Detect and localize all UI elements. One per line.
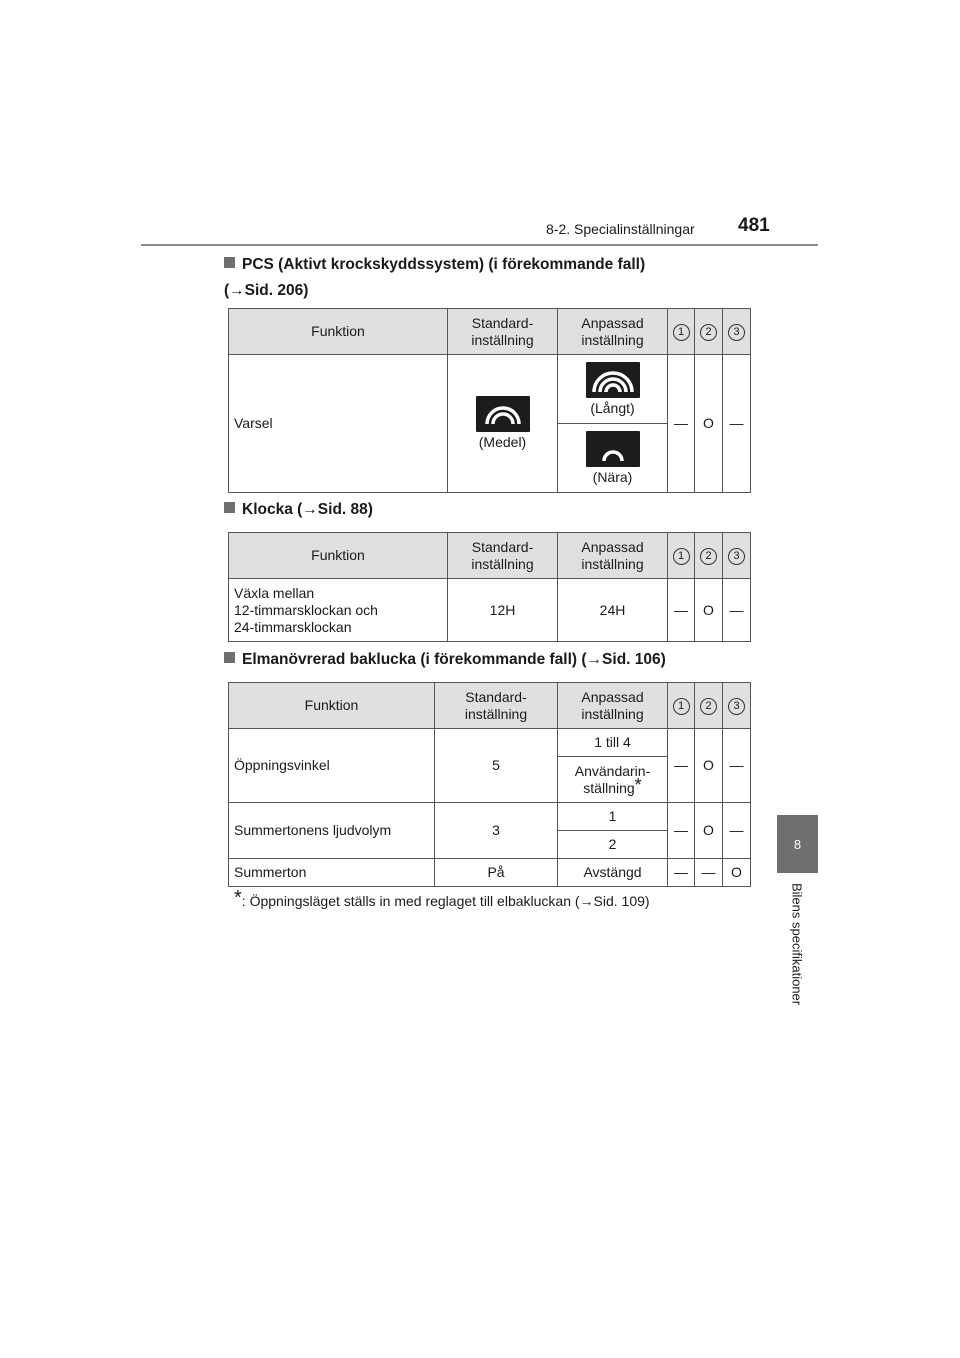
tailgate-heading: Elmanövrerad baklucka (i förekommande fall) (→Sid. 106) [224, 647, 666, 673]
pcs-heading: PCS (Aktivt krockskyddssystem) (i förekommande fall) (→Sid. 206) [224, 256, 646, 299]
row-c1: — [668, 355, 695, 493]
row-anpassad-far: (Långt) [558, 355, 668, 424]
row-standard: 3 [435, 803, 558, 859]
col-1: 1 [668, 683, 695, 729]
chapter-number: 8 [793, 836, 802, 852]
row-anpassad: Avstängd [558, 859, 668, 887]
row-standard: (Medel) [448, 355, 558, 493]
clock-heading: Klocka (→Sid. 88) [224, 497, 373, 523]
col-anpassad: Anpassad inställning [558, 533, 668, 579]
pcs-warning-far-icon [586, 362, 640, 398]
col-1: 1 [668, 309, 695, 355]
pcs-settings-table [228, 308, 751, 493]
footnote-text: : Öppningsläget ställs in med reglaget till elbakluckan (→Sid. 109) [241, 893, 650, 909]
pcs-warning-near-icon [586, 431, 640, 467]
row-c2: O [695, 355, 723, 493]
col-standard: Standard- inställning [435, 683, 558, 729]
chapter-tab [777, 815, 818, 873]
tailgate-settings-table [228, 682, 751, 887]
row-anpassad-b: 2 [558, 831, 668, 859]
row-anpassad-near: (Nära) [558, 424, 668, 493]
row-standard: På [435, 859, 558, 887]
col-funktion: Funktion [229, 533, 448, 579]
header-divider [141, 244, 818, 246]
row-c3: — [723, 355, 751, 493]
row-standard: 12H [448, 579, 558, 642]
row-c3: O [723, 859, 751, 887]
row-anpassad: 24H [558, 579, 668, 642]
col-2: 2 [695, 533, 723, 579]
row-c1: — [668, 859, 695, 887]
footnote [234, 887, 650, 909]
col-3: 3 [723, 309, 751, 355]
square-bullet-icon [224, 652, 235, 663]
row-c2: O [695, 579, 723, 642]
col-1: 1 [668, 533, 695, 579]
row-c3: — [723, 729, 751, 803]
row-funktion: Summertonens ljudvolym [229, 803, 435, 859]
col-3: 3 [723, 683, 751, 729]
col-standard: Standard- inställning [448, 309, 558, 355]
square-bullet-icon [224, 257, 235, 268]
footnote-marker: * [234, 887, 242, 909]
col-3: 3 [723, 533, 751, 579]
row-funktion: Växla mellan 12-timmarsklockan och 24-timmarsklockan [229, 579, 448, 642]
pcs-reference: (→Sid. 206) [224, 282, 309, 299]
col-funktion: Funktion [229, 309, 448, 355]
row-anpassad-a: 1 till 4 [558, 729, 668, 757]
row-c2: O [695, 729, 723, 803]
row-funktion: Öppningsvinkel [229, 729, 435, 803]
row-c1: — [668, 729, 695, 803]
square-bullet-icon [224, 502, 235, 513]
chapter-label: Bilens specifikationer [789, 883, 805, 1006]
pcs-warning-medium-icon [476, 396, 530, 432]
row-c3: — [723, 579, 751, 642]
row-c3: — [723, 803, 751, 859]
row-anpassad-b: Användarin- ställning* [558, 757, 668, 803]
row-standard: 5 [435, 729, 558, 803]
col-funktion: Funktion [229, 683, 435, 729]
row-c2: — [695, 859, 723, 887]
row-c2: O [695, 803, 723, 859]
col-standard: Standard- inställning [448, 533, 558, 579]
col-2: 2 [695, 309, 723, 355]
footnote-marker: * [634, 774, 642, 795]
row-anpassad-a: 1 [558, 803, 668, 831]
col-2: 2 [695, 683, 723, 729]
col-anpassad: Anpassad inställning [558, 683, 668, 729]
row-funktion: Varsel [229, 355, 448, 493]
section-title: 8-2. Specialinställningar [546, 221, 695, 237]
page-number: 481 [738, 215, 770, 236]
col-anpassad: Anpassad inställning [558, 309, 668, 355]
clock-settings-table [228, 532, 751, 642]
row-funktion: Summerton [229, 859, 435, 887]
row-c1: — [668, 579, 695, 642]
row-c1: — [668, 803, 695, 859]
